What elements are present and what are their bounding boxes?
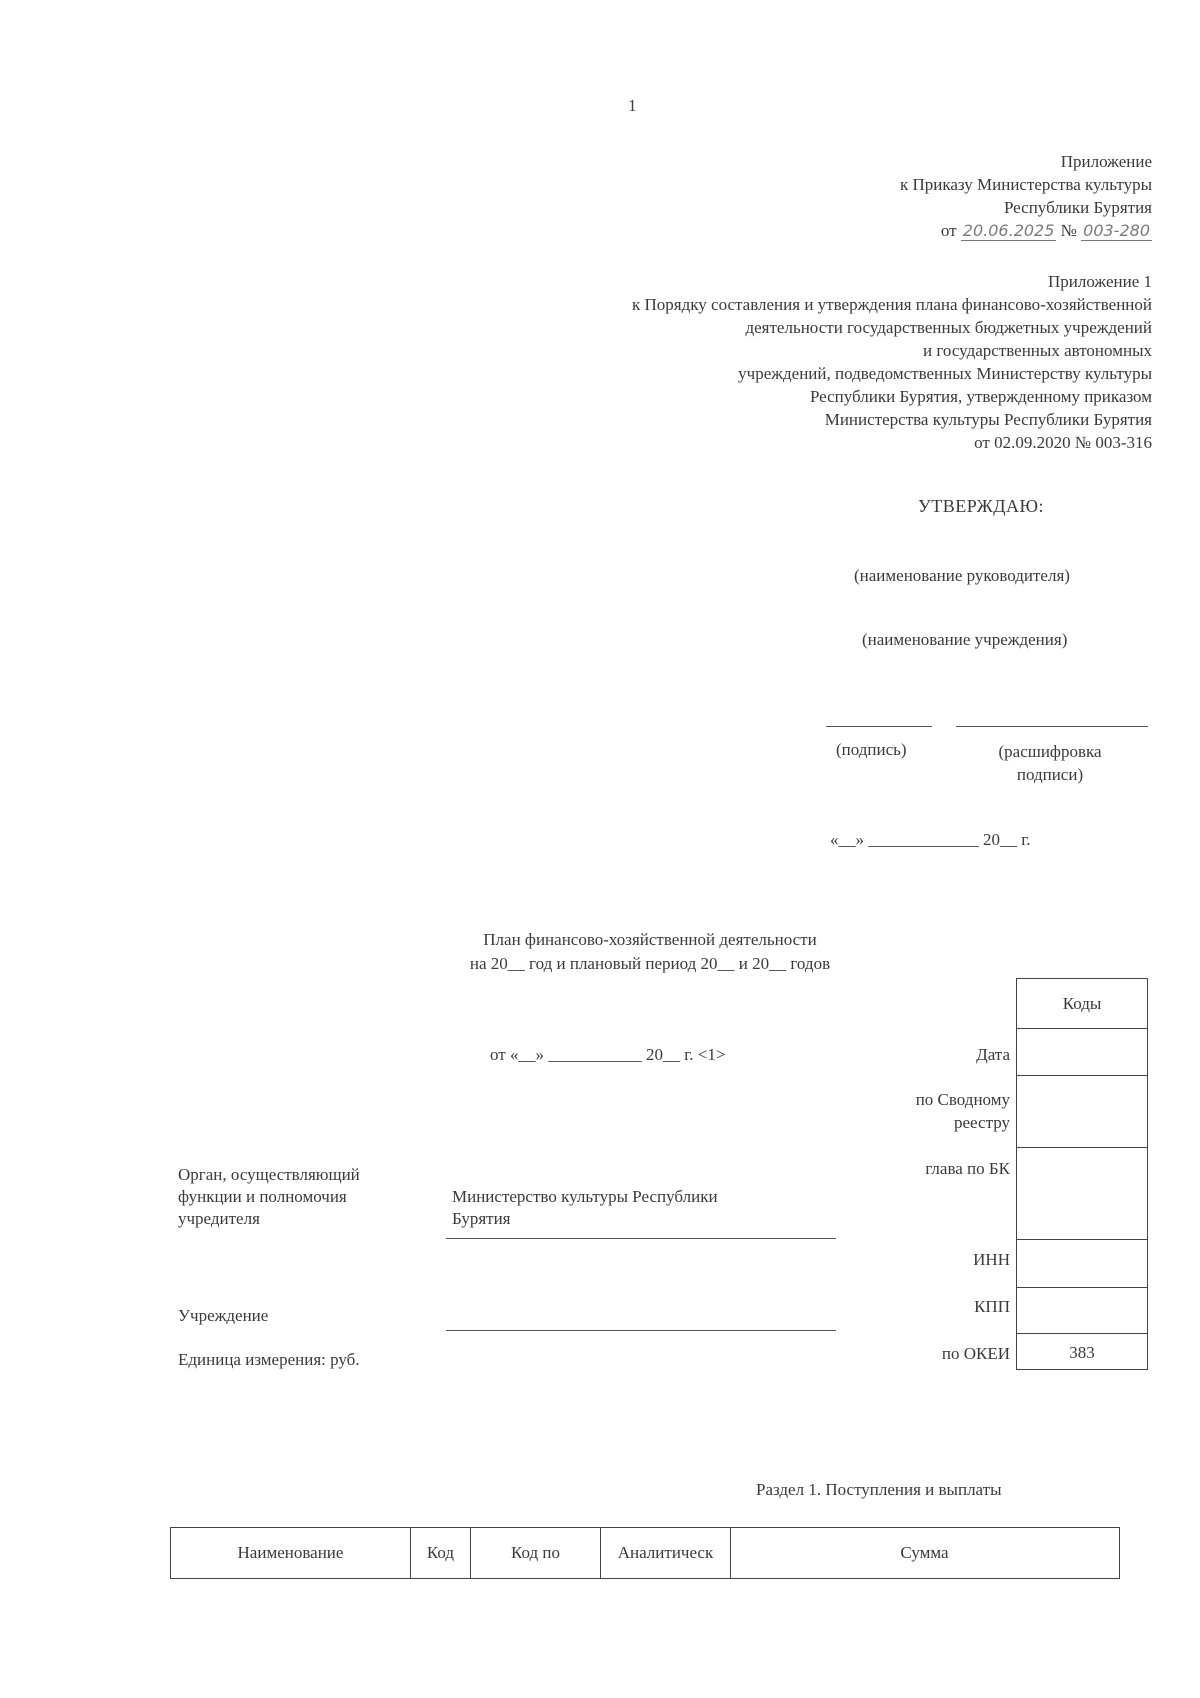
signature-line [826,726,932,727]
appendix-line: Приложение [1060,152,1152,171]
signature-caption: (подпись) [836,740,907,759]
codes-cell-inn [1017,1240,1147,1288]
codes-label-chapter: глава по БК [925,1159,1010,1178]
codes-label-registry [916,1088,1010,1134]
founder-label-line: Орган, осуществляющий [178,1165,360,1184]
appendix1-line: Приложение 1 [1048,272,1152,291]
institution-label: Учреждение [178,1306,269,1325]
appendix1-line: Министерства культуры Республики Бурятия [824,410,1152,429]
codes-header: Коды [1062,993,1102,1013]
codes-cell-date [1017,1029,1147,1076]
appendix-line: Республики Бурятия [1003,198,1152,217]
plan-title-line: План финансово-хозяйственной деятельности [483,930,817,949]
appendix-block [900,150,1152,242]
approve-title: УТВЕРЖДАЮ: [918,496,1045,516]
plan-title-line: на 20__ год и плановый период 20__ и 20__ годов [469,954,831,973]
codes-table [1016,978,1148,1370]
signature-decode-line [956,726,1148,727]
appendix-date-line [900,219,1152,242]
codes-label-okei: по ОКЕИ [941,1344,1010,1363]
founder-value-line: Министерство культуры Республики [452,1187,718,1206]
codes-cell-registry [1017,1076,1147,1148]
codes-label-registry-line: по Сводному [915,1090,1010,1109]
codes-label-inn: ИНН [973,1250,1010,1269]
column-header [171,1528,411,1578]
column-header-text: Код по [511,1543,560,1562]
appendix1-line: от 02.09.2020 № 003-316 [974,433,1152,452]
column-header-text: Сумма [900,1543,949,1562]
codes-cell-kpp [1017,1288,1147,1334]
founder-label-line: учредителя [178,1209,260,1228]
founder-value-line: Бурятия [452,1209,511,1228]
section1-table-header [170,1527,1120,1579]
appendix1-line: и государственных автономных [923,341,1152,360]
appendix1-line: Республики Бурятия, утвержденному приказом [809,387,1152,406]
appendix1-block [632,270,1152,454]
section1-title: Раздел 1. Поступления и выплаты [756,1480,1002,1499]
signature-decode-caption [970,740,1130,786]
codes-label-date: Дата [976,1045,1010,1064]
signature-decode-text: (расшифровка [998,742,1102,761]
approve-date-line: «__» _____________ 20__ г. [830,830,1031,849]
okei-value: 383 [1069,1342,1095,1362]
number-prefix: № [1060,221,1077,240]
appendix-line: к Приказу Министерства культуры [899,175,1152,194]
head-name-caption: (наименование руководителя) [854,566,1070,585]
codes-cell-chapter [1017,1148,1147,1240]
appendix1-line: деятельности государственных бюджетных учреждений [745,318,1152,337]
date-prefix: от [940,221,957,240]
institution-name-caption: (наименование учреждения) [862,630,1068,649]
plan-title [430,928,870,976]
handwritten-date: 20.06.2025 [962,221,1055,240]
founder-label [178,1164,360,1230]
plan-date: от «__» ___________ 20__ г. <1> [490,1045,726,1064]
codes-label-kpp: КПП [974,1297,1010,1316]
founder-underline [446,1238,836,1239]
handwritten-number: 003-280 [1083,221,1150,240]
page-number: 1 [628,96,637,115]
appendix1-line: к Порядку составления и утверждения плана финансово-хозяйственной [632,295,1152,314]
codes-cell-okei [1017,1334,1147,1371]
founder-label-line: функции и полномочия [178,1187,347,1206]
codes-label-registry-line: реестру [954,1113,1010,1132]
institution-underline [446,1330,836,1331]
column-header-text: Наименование [237,1543,344,1562]
column-header [471,1528,601,1578]
column-header-text: Код [426,1543,455,1562]
unit-label: Единица измерения: руб. [178,1350,360,1369]
appendix1-line: учреждений, подведомственных Министерству культуры [738,364,1152,383]
signature-decode-text: подписи) [1016,765,1084,784]
column-header-text: Аналитическ [617,1543,714,1562]
column-header [411,1528,471,1578]
column-header [731,1528,1118,1578]
founder-value [452,1186,718,1230]
codes-header-cell [1017,979,1147,1029]
column-header [601,1528,731,1578]
